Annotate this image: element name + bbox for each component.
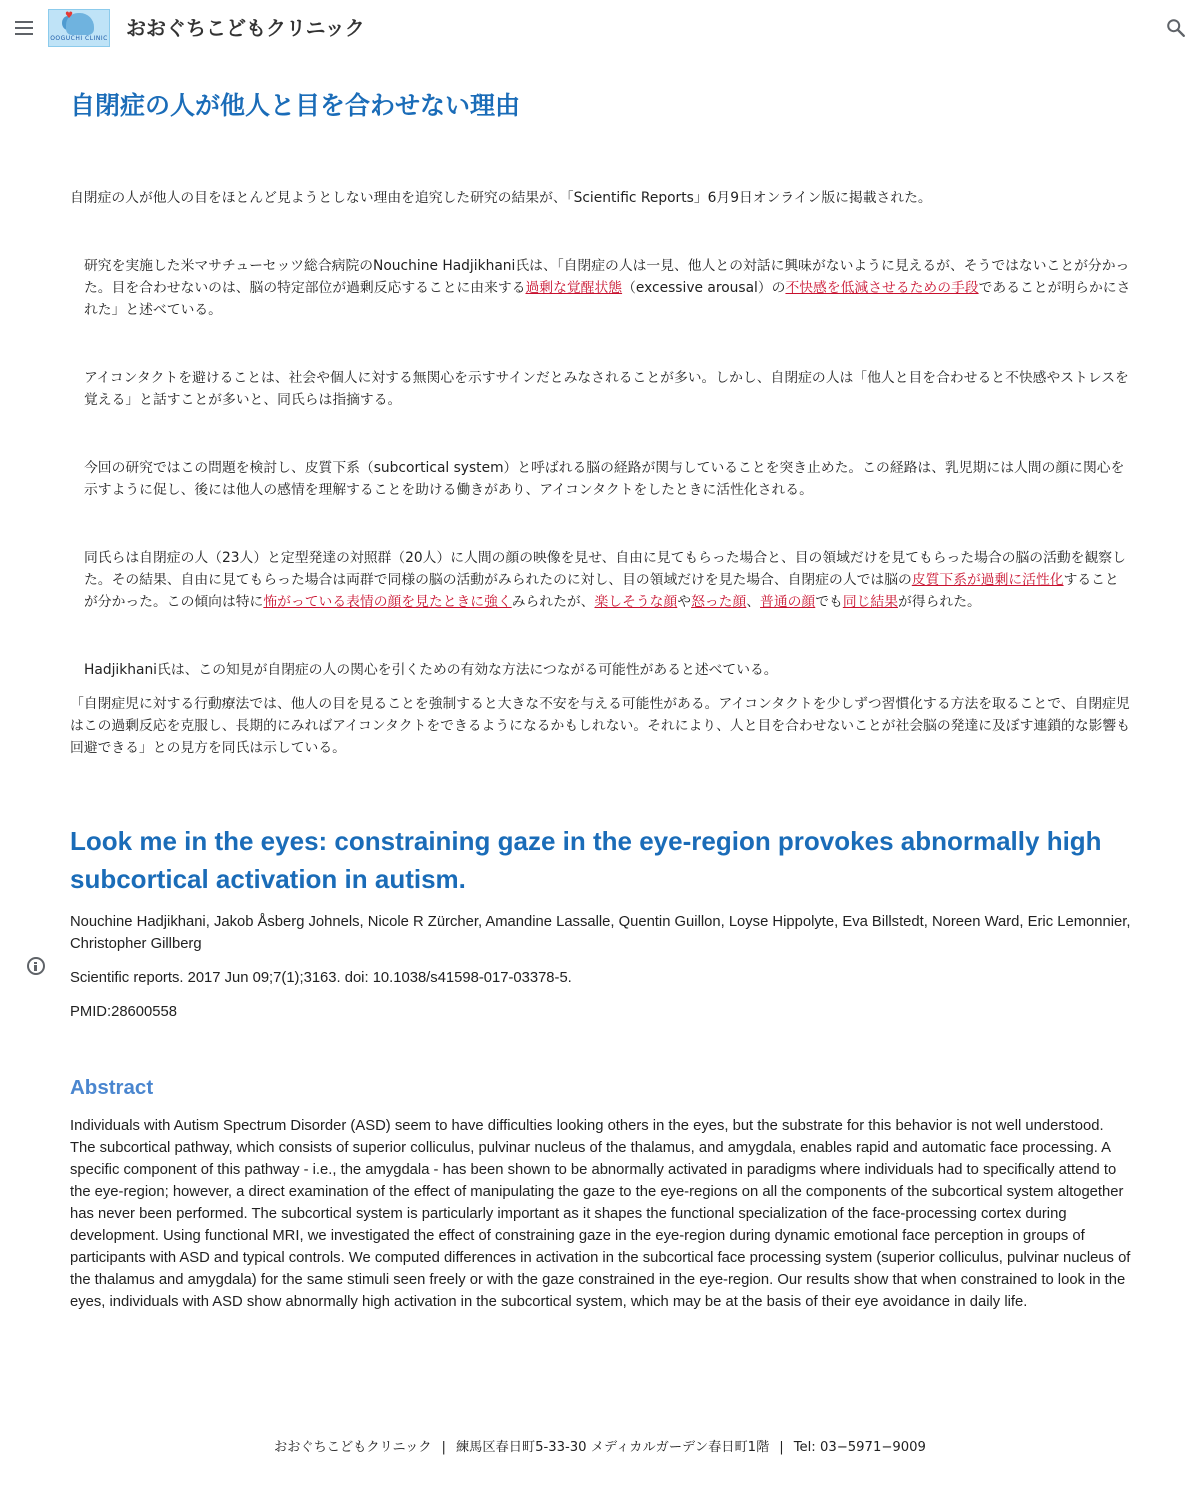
text-segment: や [677, 594, 692, 610]
site-title[interactable]: おおぐちこどもクリニック [126, 16, 365, 40]
link-excessive-arousal[interactable]: 過剰な覚醒状態 [525, 280, 623, 296]
text-segment: 、 [746, 594, 761, 610]
text-segment: 研究を実施した米マサチューセッツ総合病院のNouchine Hadjikhani氏は、「自閉症の人は一見、他人との対話に興味がないように見えるが、そうではないことが分かった。目を合わせないのは、脳の特定部位が過剰反応することに由来する [84, 258, 1130, 296]
link-neutral-face[interactable]: 普通の顔 [760, 594, 816, 610]
article-paragraph-2 [70, 255, 1132, 321]
text-segment: でも [815, 594, 843, 610]
article-paragraph-4: 今回の研究ではこの問題を検討し、皮質下系（subcortical system）と呼ばれる脳の経路が関与していることを突き止めた。この経路は、乳児期には人間の顔に関心を示すように促し、後には他人の感情を理解することを助ける働きがあり、アイコンタクトをしたときに活性化される。 [84, 460, 1125, 498]
search-icon[interactable] [1165, 17, 1187, 39]
paper-pmid: PMID:28600558 [70, 1004, 177, 1020]
article-paragraph-7: 「自閉症児に対する行動療法では、他人の目を見ることを強制すると大きな不安を与える可能性がある。アイコンタクトを少しずつ習慣化する方法を取ることで、自閉症児はこの過剰反応を克服し、長期的にみればアイコンタクトをできるようになるかもしれない。それにより、人と目を合わせないことが社会脳の発達に及ぼす連鎖的な影響も回避できる」との見方を同氏は示している。 [70, 696, 1131, 756]
clinic-logo[interactable] [48, 9, 110, 47]
article-paragraph-6: Hadjikhani氏は、この知見が自閉症の人の関心を引くための有効な方法につながる可能性があると述べている。 [84, 662, 778, 678]
article-paragraph-3: アイコンタクトを避けることは、社会や個人に対する無関心を示すサインだとみなされることが多い。しかし、自閉症の人は「他人と目を合わせると不快感やストレスを覚える」と話すことが多いと、同氏らは指摘する。 [84, 370, 1129, 408]
footer-separator: | [779, 1440, 784, 1455]
text-segment: することが分かった。この傾向は特に [84, 572, 1119, 610]
link-subcortical-overactivation[interactable]: 皮質下系が過剰に活性化 [911, 572, 1064, 588]
text-segment: であることが明らかにされた」と述べている。 [84, 280, 1131, 318]
text-segment: 同氏らは自閉症の人（23人）と定型発達の対照群（20人）に人間の顔の映像を見せ、自由に見てもらった場合と、目の領域だけを見てもらった場合の脳の活動を観察した。その結果、自由に見てもらった場合は両群で同様の脳の活動がみられたのに対し、目の領域だけを見た場合、自閉症の人では脳の [84, 550, 1126, 588]
info-icon[interactable] [27, 957, 45, 975]
menu-icon[interactable] [14, 18, 34, 38]
article-paragraph-1: 自閉症の人が他人の目をほとんど見ようとしない理由を追究した研究の結果が、「Scientific Reports」6月9日オンライン版に掲載された。 [70, 190, 932, 206]
footer-clinic-name: おおぐちこどもクリニック [274, 1440, 432, 1455]
heart-icon: ♥ [65, 11, 74, 21]
paper-authors: Nouchine Hadjikhani, Jakob Åsberg Johnels, Nicole R Zürcher, Amandine Lassalle, Quentin Guillon, Loyse Hippolyte, Eva Billstedt, Noreen Ward, Eric Lemonnier, Christopher Gillberg [70, 914, 1131, 952]
footer-separator: | [441, 1440, 446, 1455]
footer-tel: Tel: 03−5971−9009 [793, 1440, 926, 1455]
link-same-result[interactable]: 同じ結果 [842, 594, 899, 610]
link-angry-face[interactable]: 怒った顔 [691, 594, 747, 610]
article-paragraph-5 [70, 547, 1132, 613]
site-footer [0, 1436, 1200, 1460]
footer-address: 練馬区春日町5-33-30 メディカルガーデン春日町1階 [455, 1440, 770, 1455]
abstract-body: Individuals with Autism Spectrum Disorder (ASD) seem to have difficulties looking others in the eyes, but the substrate for this behavior is not well understood. The subcortical pathway, which consists of superior colliculus, pulvinar nucleus of the thalamus, and amygdala, enables rapid and automatic face processing. A specific component of this pathway - i.e., the amygdala - has been shown to be abnormally activated in paradigms where individuals had to specifically attend to the eye-region; however, a direct examination of the effect of manipulating the gaze to the eye-regions on all the components of the subcortical system altogether has never been performed. The subcortical system is particularly important as it shapes the functional specialization of the face-processing cortex during development. Using functional MRI, we investigated the effect of constraining gaze in the eye-region during dynamic emotional face perception in groups of participants with ASD and typical controls. We computed differences in activation in the subcortical face processing system (superior colliculus, pulvinar nucleus of the thalamus and amygdala) for the same stimuli seen freely or with the gaze constrained in the eye-region. Our results show that when constrained to look in the eyes, individuals with ASD show abnormally high activation in the subcortical system, which may be at the basis of their eye avoidance in daily life. [70, 1118, 1131, 1310]
link-happy-face[interactable]: 楽しそうな顔 [594, 594, 678, 610]
top-app-bar [0, 0, 1200, 56]
text-segment: （excessive arousal）の [622, 280, 786, 296]
text-segment: みられたが、 [511, 594, 595, 610]
link-reduce-discomfort[interactable]: 不快感を低減させるための手段 [785, 280, 979, 296]
link-fearful-faces[interactable]: 怖がっている表情の顔を見たときに強く [263, 594, 512, 610]
paper-citation: Scientific reports. 2017 Jun 09;7(1);3163. doi: 10.1038/s41598-017-03378-5. [70, 970, 572, 986]
logo-text: OOGUCHI CLINIC [50, 35, 108, 42]
paper-title: Look me in the eyes: constraining gaze in the eye-region provokes abnormally high subcortical activation in autism. [70, 826, 1102, 894]
text-segment: が得られた。 [898, 594, 981, 610]
page-title: 自閉症の人が他人と目を合わせない理由 [70, 91, 521, 120]
abstract-heading: Abstract [70, 1076, 154, 1099]
